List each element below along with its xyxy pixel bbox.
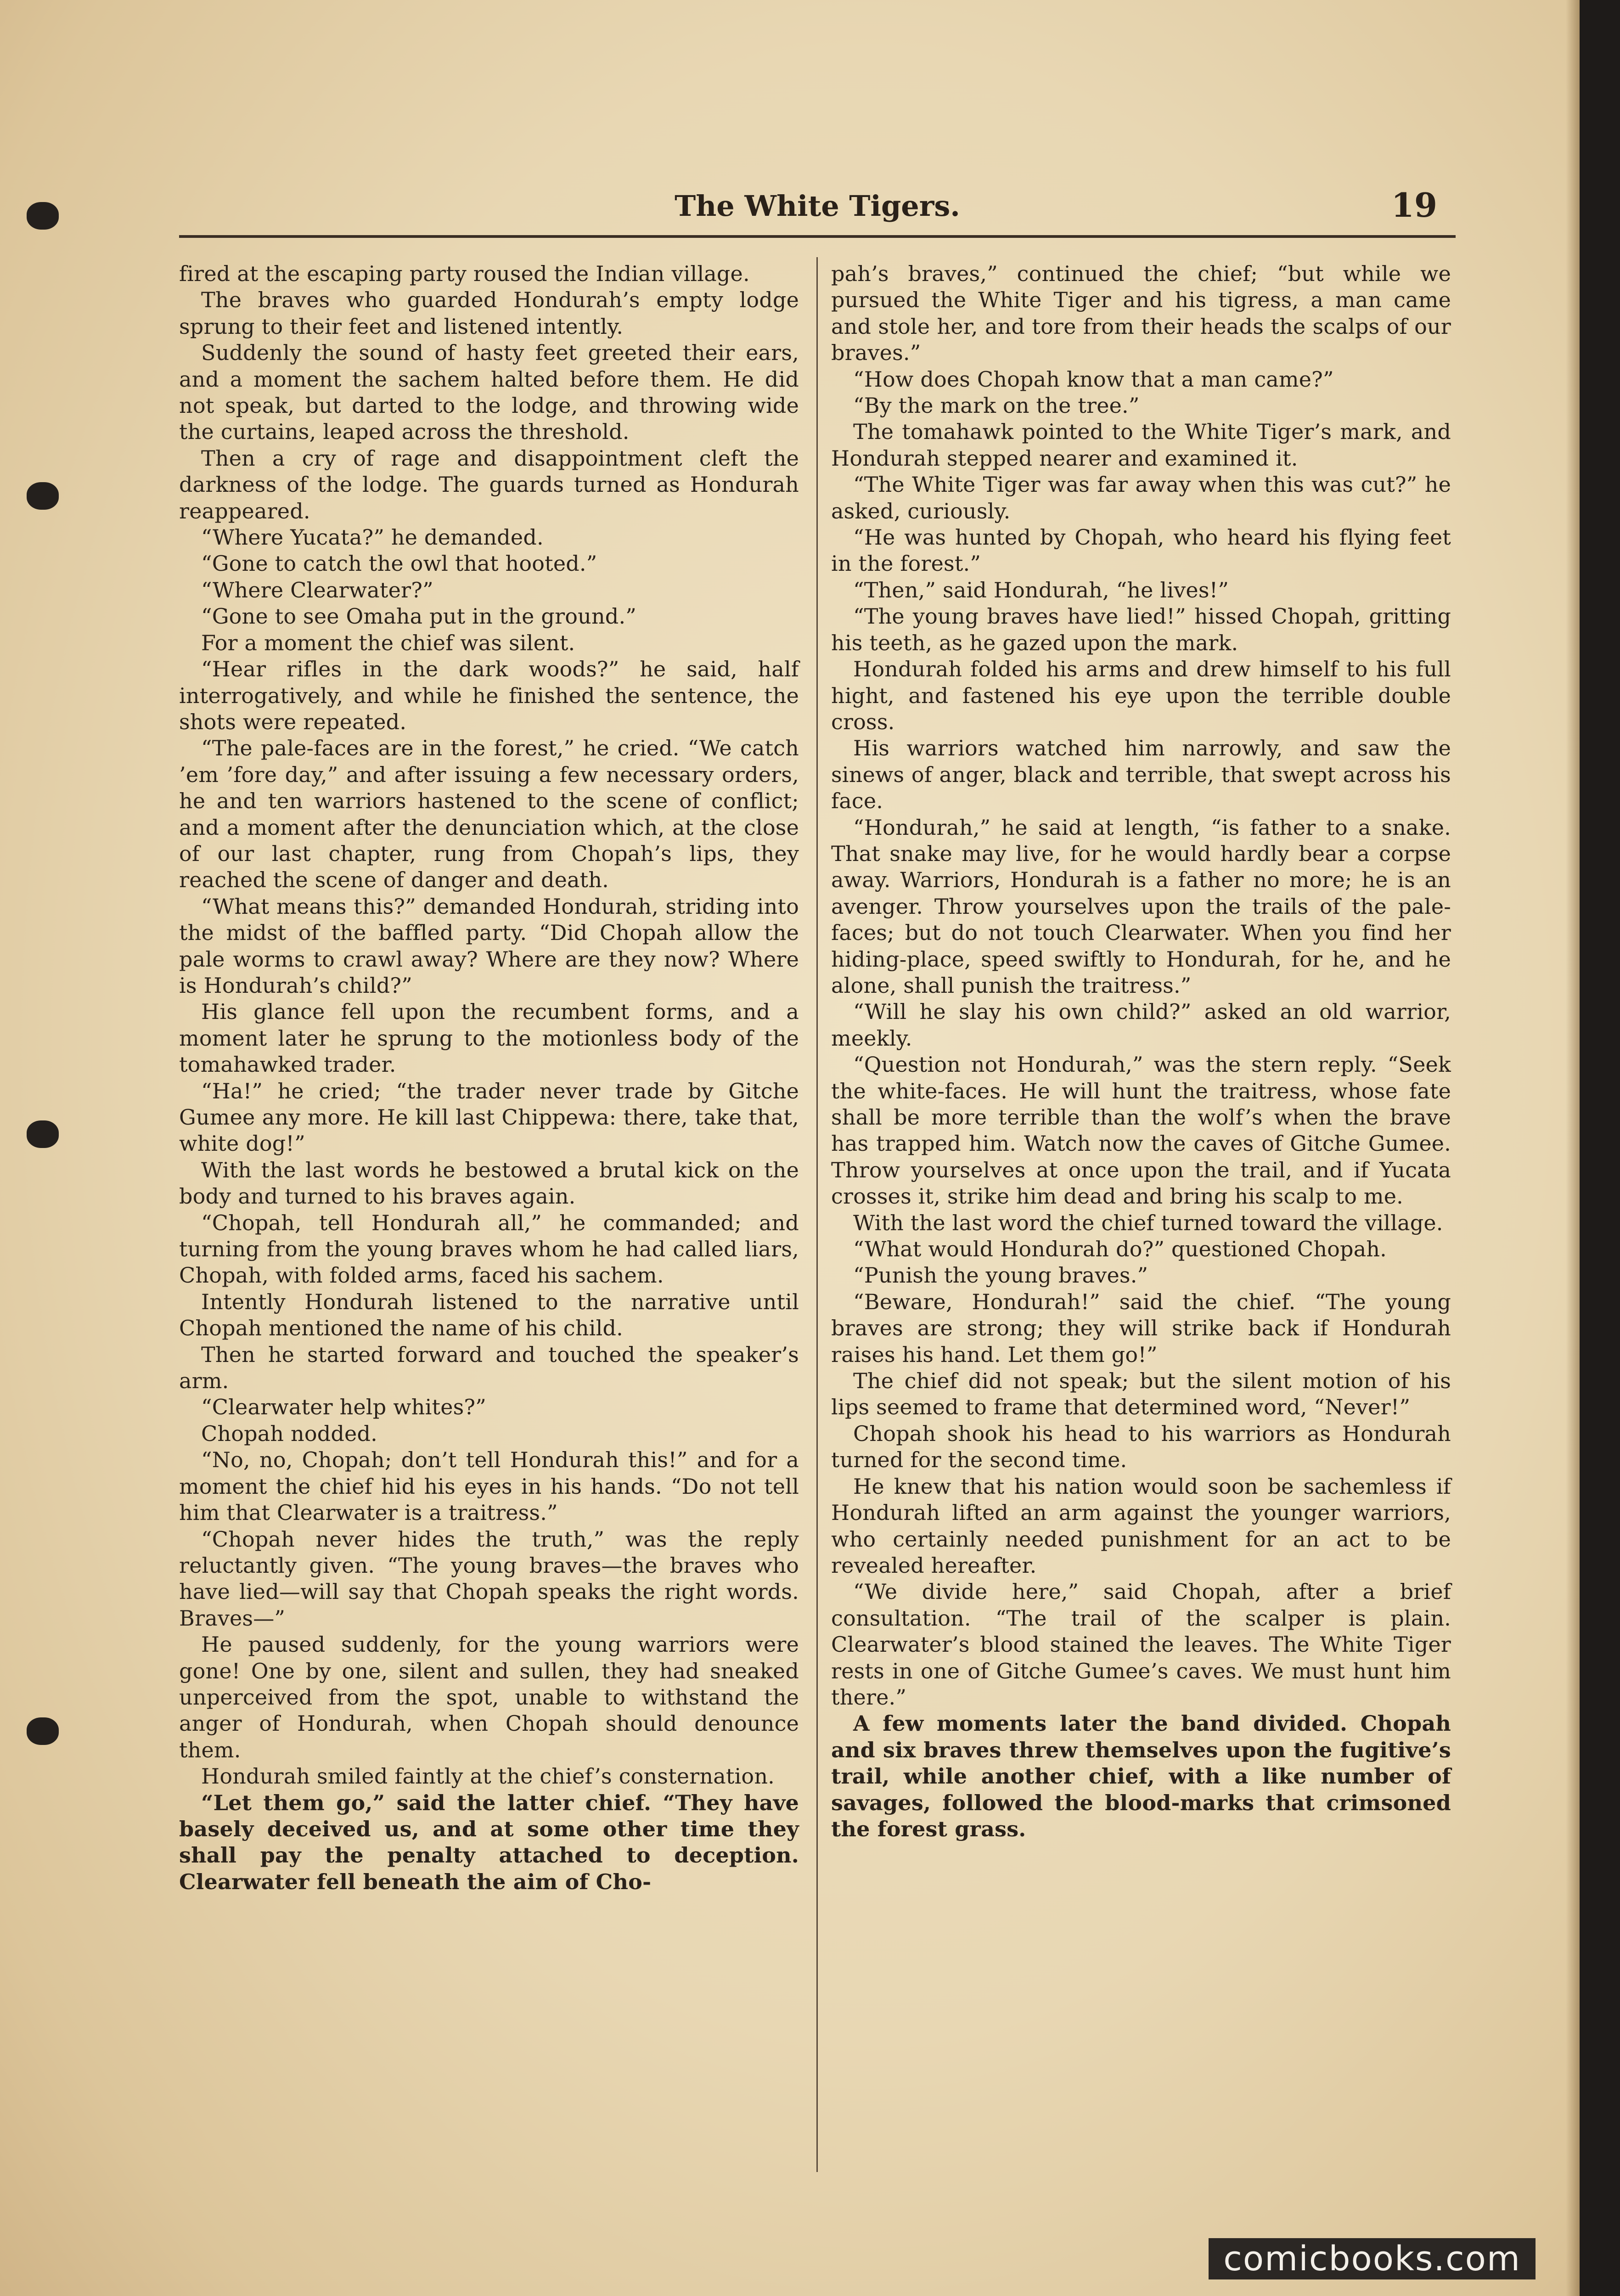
paragraph: “Gone to catch the owl that hooted.” bbox=[201, 551, 597, 576]
paragraph: He paused suddenly, for the young warriors were gone! One by one, silent and sullen, they had sneaked unperceived from the spot, unable to withstand the anger of Hondurah, when Chopah should denounce them. bbox=[179, 1632, 799, 1762]
paragraph: “He was hunted by Chopah, who heard his flying feet in the forest.” bbox=[831, 525, 1451, 576]
paragraph: Hondurah folded his arms and drew himself to his full hight, and fastened his eye upon the terrible double cross. bbox=[831, 657, 1451, 734]
paragraph: “By the mark on the tree.” bbox=[853, 393, 1140, 418]
column-divider bbox=[816, 257, 818, 2172]
paragraph: The braves who guarded Hondurah’s empty lodge sprung to their feet and listened intently. bbox=[179, 287, 799, 339]
paragraph: “What means this?” demanded Hondurah, striding into the midst of the baffled party. “Did Chopah allow the pale worms to crawl away? Where are they now? Where is Hondurah’s child?” bbox=[179, 894, 799, 998]
paragraph: His warriors watched him narrowly, and saw the sinews of anger, black and terrible, that swept across his face. bbox=[831, 736, 1451, 814]
paragraph: “Hear rifles in the dark woods?” he said, half interrogatively, and while he finished the sentence, the shots were repeated. bbox=[179, 657, 799, 734]
paragraph: “Ha!” he cried; “the trader never trade by Gitche Gumee any more. He kill last Chippewa: there, take that, white dog!” bbox=[179, 1078, 799, 1156]
page-number: 19 bbox=[1391, 186, 1437, 225]
running-header bbox=[179, 179, 1456, 230]
paragraph: Then a cry of rage and disappointment cleft the darkness of the lodge. The guards turned as Hondurah reappeared. bbox=[179, 445, 799, 523]
paragraph: pah’s braves,” continued the chief; “but while we pursued the White Tiger and his tigress, a man came and stole her, and tore from their heads the scalps of our braves.” bbox=[831, 261, 1451, 366]
paragraph: “Let them go,” said the latter chief. “They have basely deceived us, and at some other time they shall pay the penalty attached to deception. Clearwater fell beneath the aim of Cho- bbox=[179, 1790, 799, 1894]
paragraph: “The White Tiger was far away when this was cut?” he asked, curiously. bbox=[831, 472, 1451, 523]
paragraph: “The pale-faces are in the forest,” he cried. “We catch ’em ’fore day,” and after issuing a few necessary orders, he and ten warriors hastened to the scene of conflict; and a moment after the denunciation which, at the close of our last chapter, rung from Chopah’s lips, they reached the scene of danger and death. bbox=[179, 736, 799, 893]
paragraph: Hondurah smiled faintly at the chief’s consternation. bbox=[201, 1764, 775, 1789]
paragraph: The tomahawk pointed to the White Tiger’s mark, and Hondurah stepped nearer and examined it. bbox=[831, 419, 1451, 471]
paragraph: With the last word the chief turned toward the village. bbox=[853, 1210, 1443, 1235]
paragraph: “What would Hondurah do?” questioned Chopah. bbox=[853, 1237, 1387, 1262]
paragraph: “Chopah never hides the truth,” was the reply reluctantly given. “The young braves—the braves who have lied—will say that Chopah speaks the right words. Braves—” bbox=[179, 1526, 799, 1631]
paragraph: “Will he slay his own child?” asked an old warrior, meekly. bbox=[831, 999, 1451, 1051]
paragraph: He knew that his nation would soon be sachemless if Hondurah lifted an arm against the younger warriors, who certainly needed punishment for an act to be revealed hereafter. bbox=[831, 1474, 1451, 1578]
binding-hole-3 bbox=[27, 1120, 59, 1148]
paragraph: “Beware, Hondurah!” said the chief. “The young braves are strong; they will strike back if Hondurah raises his hand. Let them go!” bbox=[831, 1289, 1451, 1367]
paragraph: Suddenly the sound of hasty feet greeted their ears, and a moment the sachem halted before them. He did not speak, but darted to the lodge, and throwing wide the curtains, leaped across the threshold. bbox=[179, 340, 799, 445]
paragraph: “Where Clearwater?” bbox=[201, 577, 433, 602]
paragraph: A few moments later the band divided. Chopah and six braves threw themselves upon the fugitive’s trail, while another chief, with a like number of savages, followed the blood-marks that crimsoned the forest grass. bbox=[831, 1711, 1451, 1841]
paragraph: His glance fell upon the recumbent forms, and a moment later he sprung to the motionless body of the tomahawked trader. bbox=[179, 999, 799, 1077]
paragraph: “Gone to see Omaha put in the ground.” bbox=[201, 604, 636, 629]
paragraph: With the last words he bestowed a brutal kick on the body and turned to his braves again. bbox=[179, 1157, 799, 1209]
binding-hole-2 bbox=[27, 482, 59, 510]
running-title: The White Tigers. bbox=[675, 189, 960, 223]
paragraph: “How does Chopah know that a man came?” bbox=[853, 366, 1334, 392]
page-edge-shadow bbox=[1566, 0, 1580, 2296]
paragraph: “We divide here,” said Chopah, after a brief consultation. “The trail of the scalper is plain. Clearwater’s blood stained the leaves. The White Tiger rests in one of Gitche Gumee’s caves. We must hunt him there.” bbox=[831, 1579, 1451, 1710]
paragraph: “Then,” said Hondurah, “he lives!” bbox=[853, 577, 1229, 602]
binding-hole-1 bbox=[27, 202, 59, 230]
paragraph: Then he started forward and touched the speaker’s arm. bbox=[179, 1342, 799, 1394]
paragraph: Chopah shook his head to his warriors as Hondurah turned for the second time. bbox=[831, 1421, 1451, 1473]
binding-hole-4 bbox=[27, 1717, 59, 1745]
paragraph: “Question not Hondurah,” was the stern reply. “Seek the white-faces. He will hunt the traitress, whose fate shall be more terrible than the wolf’s when the brave has trapped him. Watch now the caves of Gitche Gumee. Throw yourselves at once upon the trail, and if Yucata crosses it, strike him dead and bring his scalp to me. bbox=[831, 1052, 1451, 1209]
paragraph: “Chopah, tell Hondurah all,” he commanded; and turning from the young braves whom he had called liars, Chopah, with folded arms, faced his sachem. bbox=[179, 1210, 799, 1288]
paragraph: “Clearwater help whites?” bbox=[201, 1395, 487, 1420]
paragraph: For a moment the chief was silent. bbox=[201, 630, 575, 655]
paragraph: fired at the escaping party roused the Indian village. bbox=[179, 261, 750, 286]
paragraph: Intently Hondurah listened to the narrative until Chopah mentioned the name of his child. bbox=[179, 1289, 799, 1341]
paragraph: “Where Yucata?” he demanded. bbox=[201, 525, 544, 550]
paragraph: “No, no, Chopah; don’t tell Hondurah this!” and for a moment the chief hid his eyes in his hands. “Do not tell him that Clearwater is a traitress.” bbox=[179, 1447, 799, 1525]
left-column bbox=[179, 261, 799, 2167]
header-rule bbox=[179, 235, 1456, 238]
watermark-logo: comicbooks.com bbox=[1209, 2238, 1536, 2279]
paragraph: “The young braves have lied!” hissed Chopah, gritting his teeth, as he gazed upon the mark. bbox=[831, 604, 1451, 655]
right-column bbox=[831, 261, 1451, 2167]
paragraph: Chopah nodded. bbox=[201, 1421, 377, 1446]
paragraph: The chief did not speak; but the silent motion of his lips seemed to frame that determined word, “Never!” bbox=[831, 1368, 1451, 1420]
paragraph: “Hondurah,” he said at length, “is father to a snake. That snake may live, for he would hardly bear a corpse away. Warriors, Hondurah is a father no more; he is an avenger. Throw yourselves upon the trails of the pale-faces; but do not touch Clearwater. When you find her hiding-place, speed swiftly to Hondurah, for he, and he alone, shall punish the traitress.” bbox=[831, 815, 1451, 998]
paragraph: “Punish the young braves.” bbox=[853, 1263, 1148, 1288]
